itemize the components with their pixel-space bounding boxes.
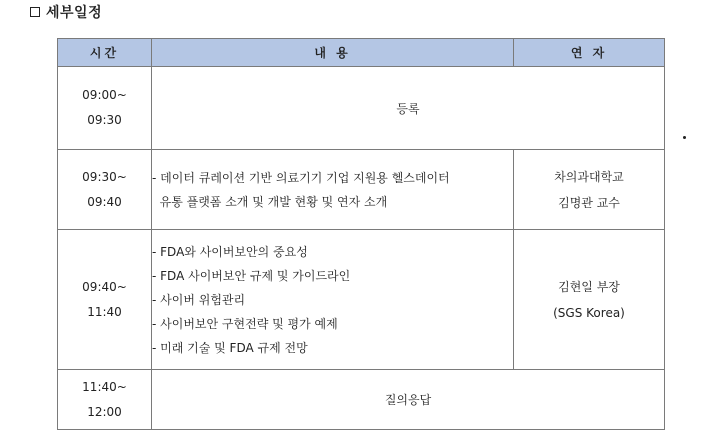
header-content: 내 용	[152, 39, 514, 67]
list-item: - 사이버 위험관리	[152, 292, 246, 307]
time-cell	[58, 67, 152, 150]
list-item: - FDA와 사이버보안의 중요성	[152, 244, 308, 259]
section-title: 세부일정	[46, 5, 103, 21]
time-end: 11:40	[87, 304, 122, 319]
content-cell	[152, 150, 514, 230]
schedule-table	[57, 38, 665, 430]
table-row	[58, 150, 665, 230]
header-speaker: 연 자	[514, 39, 665, 67]
time-cell	[58, 230, 152, 370]
table-header-row	[58, 39, 665, 67]
list-item: - 미래 기술 및 FDA 규제 전망	[152, 340, 308, 355]
speaker-affiliation: (SGS Korea)	[553, 305, 625, 320]
time-start: 09:40~	[82, 279, 127, 294]
time-end: 09:40	[87, 194, 122, 209]
speaker-cell	[514, 230, 665, 370]
checkbox-square-icon	[30, 7, 40, 17]
time-cell	[58, 150, 152, 230]
section-heading	[30, 2, 102, 22]
session-title: 질의응답	[152, 370, 665, 430]
table-row	[58, 67, 665, 150]
time-start: 11:40~	[82, 379, 127, 394]
list-item: - FDA 사이버보안 규제 및 가이드라인	[152, 268, 351, 283]
session-title: 등록	[152, 67, 665, 150]
table-row	[58, 230, 665, 370]
time-start: 09:00~	[82, 88, 127, 102]
content-cell	[152, 230, 514, 370]
speaker-cell	[514, 150, 665, 230]
speaker-name: 김현일 부장	[558, 279, 620, 294]
speaker-affiliation: 차의과대학교	[554, 169, 624, 184]
time-end: 09:30	[87, 113, 122, 127]
time-cell	[58, 370, 152, 430]
time-start: 09:30~	[82, 169, 127, 184]
speaker-name: 김명관 교수	[558, 195, 620, 210]
list-item: - 데이터 큐레이션 기반 의료기기 기업 지원용 헬스데이터	[152, 170, 450, 185]
time-end: 12:00	[87, 404, 122, 419]
header-time: 시간	[58, 39, 152, 67]
stray-dot	[683, 136, 686, 139]
list-item: - 사이버보안 구현전략 및 평가 예제	[152, 316, 338, 331]
list-item: 유통 플랫폼 소개 및 개발 현황 및 연자 소개	[152, 194, 388, 209]
table-row	[58, 370, 665, 430]
